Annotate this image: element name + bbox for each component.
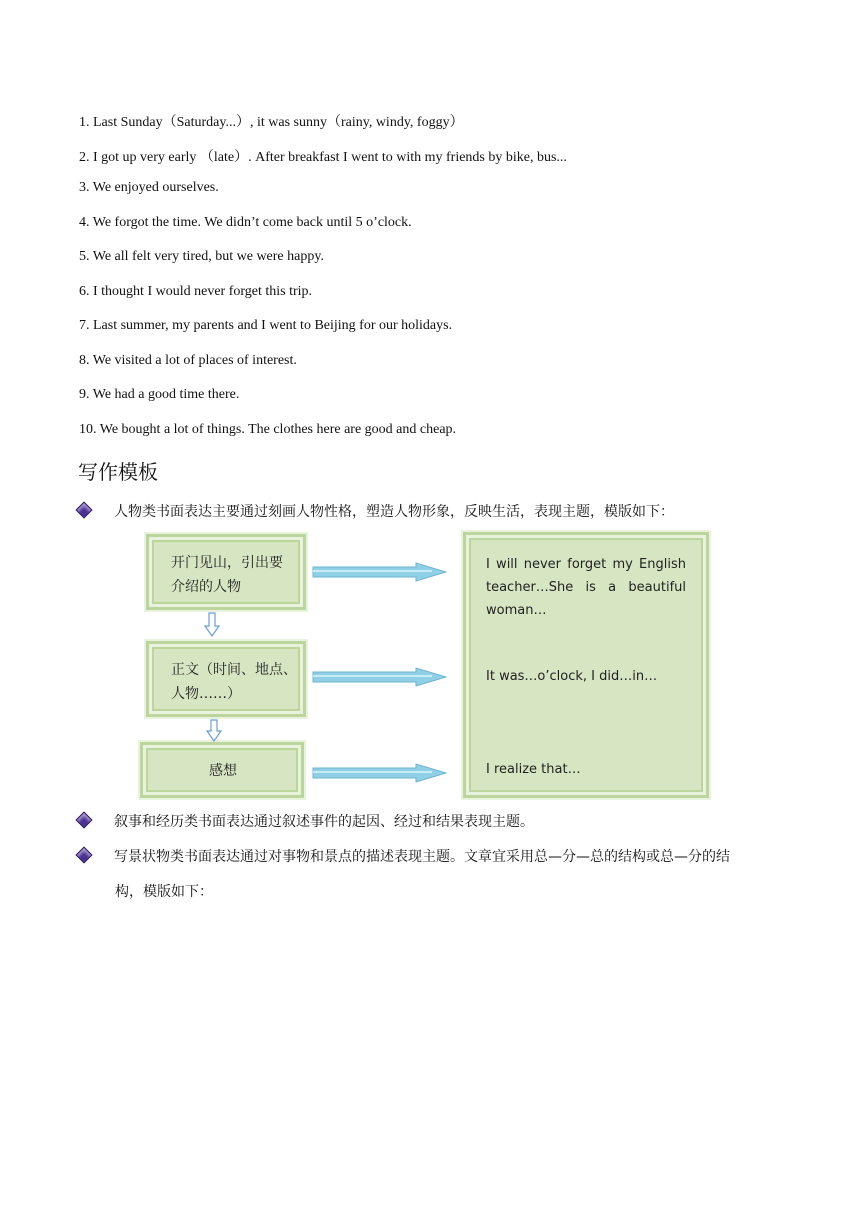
- sentence-4: 4. We forgot the time. We didn’t come back until 5 o’clock.: [79, 215, 412, 230]
- sentence-9: 9. We had a good time there.: [79, 387, 240, 402]
- sentence-7: 7. Last summer, my parents and I went to Beijing for our holidays.: [79, 318, 453, 333]
- bullet-item-3: [78, 846, 798, 866]
- bullet-item-1: [78, 501, 798, 521]
- diagram-box-intro-line1: 开门见山，引出要: [171, 555, 283, 571]
- diamond-bullet-icon: [76, 502, 93, 519]
- diagram-box-intro-line2: 介绍的人物: [171, 579, 241, 595]
- bullet-item-2: [78, 811, 798, 831]
- diamond-bullet-icon: [76, 812, 93, 829]
- sentence-1: 1. Last Sunday（Saturday...）, it was sunny（rainy, windy, foggy）: [79, 115, 464, 130]
- right-arrow-icon: [312, 763, 448, 783]
- right-arrow-icon: [312, 562, 448, 582]
- diagram-box-body: [146, 641, 306, 717]
- bullet-text-2: 叙事和经历类书面表达通过叙述事件的起因、经过和结果表现主题。: [114, 814, 534, 830]
- down-arrow-icon: [206, 719, 222, 743]
- example-text-body: It was…o’clock, I did…in…: [486, 669, 658, 684]
- diagram-box-body-line1: 正文（时间、地点、: [171, 662, 297, 678]
- diagram-box-intro: [146, 534, 306, 610]
- sentence-3: 3. We enjoyed ourselves.: [79, 180, 219, 195]
- sentence-6: 6. I thought I would never forget this trip.: [79, 284, 313, 299]
- example-text-feeling: I realize that…: [486, 762, 581, 777]
- diagram-box-feeling: [140, 742, 304, 798]
- section-heading: 写作模板: [78, 460, 158, 484]
- example-text-intro: I will never forget my English teacher…She is a beautiful woman…: [486, 557, 686, 618]
- diagram-example-box: [463, 532, 709, 798]
- bullet-text-3: 写景状物类书面表达通过对事物和景点的描述表现主题。文章宜采用总—分—总的结构或总—分的结: [114, 849, 730, 865]
- sentence-5: 5. We all felt very tired, but we were happy.: [79, 249, 324, 264]
- bullet-text-1: 人物类书面表达主要通过刻画人物性格，塑造人物形象，反映生活，表现主题，模版如下：: [114, 504, 674, 520]
- sentence-10: 10. We bought a lot of things. The clothes here are good and cheap.: [79, 422, 457, 437]
- bullet-text-3-continued: 构，模版如下：: [115, 884, 213, 900]
- sentence-2: 2. I got up very early （late）. After breakfast I went to with my friends by bike, bus...: [79, 150, 567, 165]
- down-arrow-icon: [204, 612, 220, 638]
- diagram-box-feeling-label: 感想: [209, 763, 237, 779]
- sentence-8: 8. We visited a lot of places of interest.: [79, 353, 297, 368]
- diagram-box-body-line2: 人物……）: [171, 686, 241, 702]
- right-arrow-icon: [312, 667, 448, 687]
- diamond-bullet-icon: [76, 847, 93, 864]
